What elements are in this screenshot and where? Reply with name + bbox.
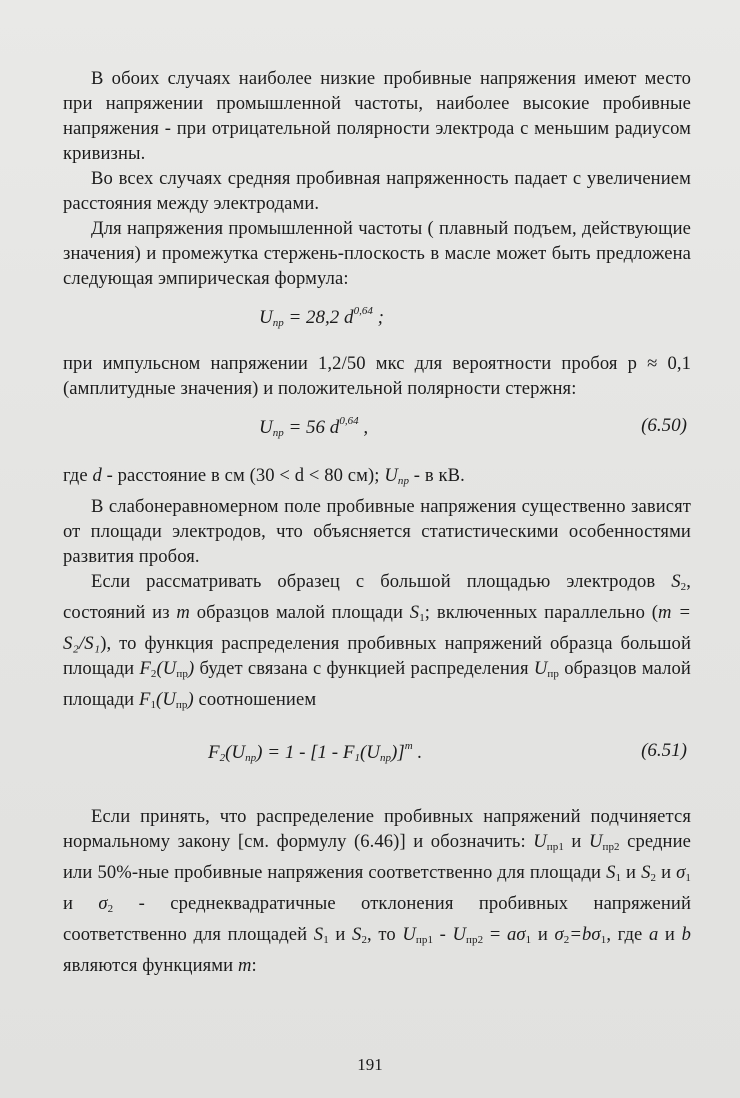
formula-empirical — [63, 291, 691, 351]
paragraph-1: В обоих случаях наиболее низкие пробивные напряжения имеют место при напряжении промышленной частоты, наиболее высокие пробивные напряжения - при отрицательной полярности электрода с меньшим радиусом кривизны. — [63, 68, 691, 164]
paragraph-2: Во всех случаях средняя пробивная напряженность падает с увеличением расстояния между электродами. — [63, 168, 691, 214]
paragraph-5: где d - расстояние в см (30 < d < 80 см); $U_{пр}$ - в кВ. — [63, 465, 465, 487]
formula-650-text: $U_{пр} = 56$ $d^{0,64}$ , — [259, 415, 369, 439]
formula-650 — [63, 401, 691, 463]
formula-empirical-text: $U_{пр} = 28,2$ $d^{0,64}$ ; — [259, 305, 384, 329]
equation-number-651: (6.51) — [641, 740, 687, 761]
paragraph-3: Для напряжения промышленной частоты ( плавный подъем, действующие значения) и промежутка стержень-плоскость в масле может быть предложена следующая эмпирическая формула: — [63, 218, 691, 289]
paragraph-4: при импульсном напряжении 1,2/50 мкс для вероятности пробоя p ≈ 0,1 (амплитудные значения) и положительной полярности стержня: — [63, 353, 691, 399]
formula-651-text: $F_2(U_{пр}) = 1 - [1 - F_1(U_{пр})]^m$ . — [208, 740, 423, 764]
equation-number-650: (6.50) — [641, 415, 687, 436]
paragraph-7: Если рассматривать образец с большой площадью электродов $S_2$, состояний из m образцов малой площади $S_1$; включенных параллельно (m = S₂/S₁), то функция распределения пробивных напряжений образца большой площади $F_2(U_{пр})$ будет связана с функцией распределения $U_{пр}$ образцов малой площади $F_1(U_{пр})$ соотношением — [63, 571, 691, 711]
formula-651 — [63, 718, 691, 796]
page-number: 191 — [357, 1055, 383, 1074]
page-text — [63, 66, 691, 978]
paragraph-8: Если принять, что распределение пробивных напряжений подчиняется нормальному закону [см. формулу (6.46)] и обозначить: $U_{пр1}$ и $U_{пр2}$ средние или 50%-ные пробивные напряжения соответственно для площади $S_1$ и $S_2$ и $\sigma_1$ и $\sigma_2$ - среднеквадратичные отклонения пробивных напряжений соответственно для площадей $S_1$ и $S_2$, то $U_{пр1} - U_{пр2} = a\sigma_1$ и $\sigma_2=b\sigma_1$, где a и b являются функциями m: — [63, 806, 691, 976]
paragraph-6: В слабонеравномерном поле пробивные напряжения существенно зависят от площади электродов, что объясняется статистическими особенностями развития пробоя. — [63, 496, 691, 567]
